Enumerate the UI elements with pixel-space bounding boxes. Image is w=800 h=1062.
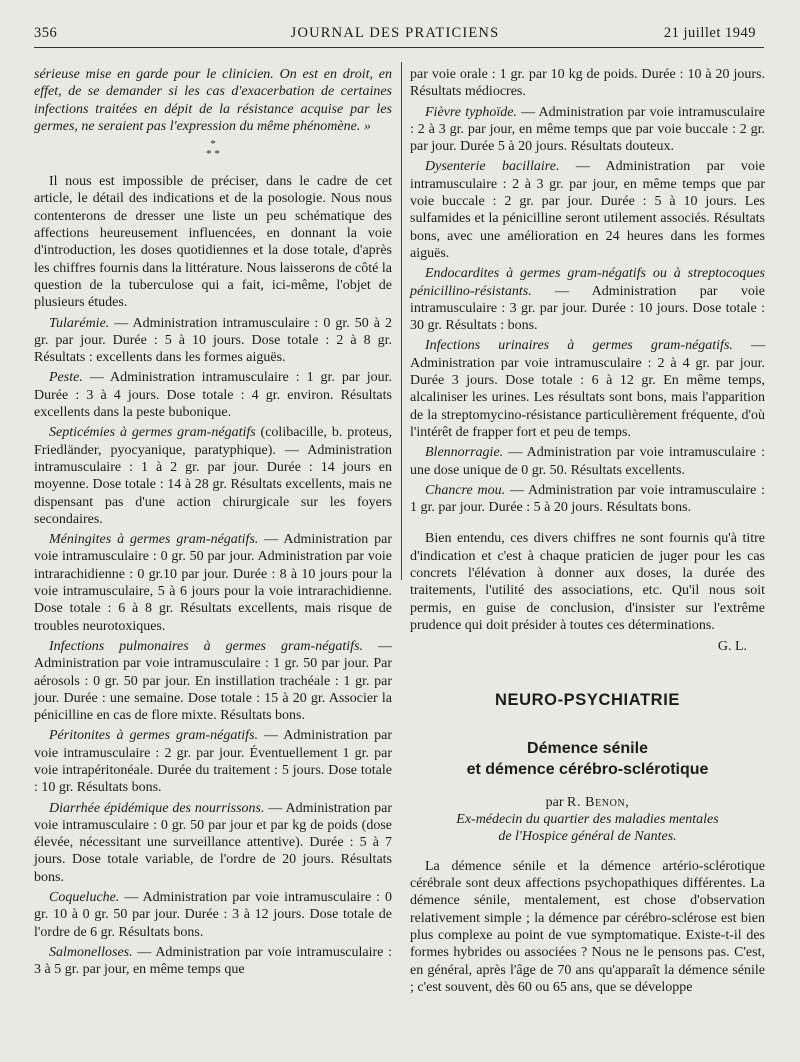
entry-title: Péritonites à germes gram-négatifs. — [49, 728, 259, 744]
entry-text: — Administration par voie intramusculaire : 3 à 5 gr. par jour, en même temps que — [34, 944, 392, 978]
entry-text: — Administration par voie intramusculaire : 1 gr. par jour. Durée : 5 à 20 jours. Résultats bons. — [410, 482, 765, 516]
intro-paragraph: Il nous est impossible de préciser, dans le cadre de cet article, le détail des indications et de la posologie. Nous nous contenterons de dresser une liste un peu schématique des affections heureusement influencées, en donnant la voie d'introduction, les doses quotidiennes et la dose totale, d'après les chiffres fournis dans la littérature. Nous laisserons de côté la question de la tuberculose qui a fait, ici-même, l'objet de plusieurs études. — [34, 174, 392, 311]
column-divider — [401, 62, 402, 580]
entry-text: — Administration par voie intramusculaire : 2 à 4 gr. par jour. Durée 3 jours. Dose totale : 6 à 12 gr. En même temps, alcaliniser les urines. Les résultats sont bons, mais l'apparition de la streptomycino-résistance particulièrement fréquente, d'où l'intérêt de frapper fort et peu de temps. — [410, 338, 766, 440]
entry-infections-urinaires — [410, 337, 765, 441]
article-title-line-2: et démence cérébro-sclérotique — [466, 760, 709, 778]
entry-text: — Administration par voie intramusculaire : 0 gr. 10 à 0 gr. 50 par jour. Durée : 3 à 12 jours. Dose totale de l'ordre de 6 gr. Résultats bons. — [34, 890, 392, 940]
entry-text: — Administration par voie intramusculaire : 1 gr. 50 par jour. Par aérosols : 0 gr. 50 par jour. En instillation trachéale : 1 gr. par jour. Durée : une semaine. Dose totale : 15 à 20 gr. Associer la pénicilline en cas de flore mixte. Résultats bons. — [34, 638, 392, 724]
entry-coqueluche — [34, 889, 392, 941]
quote-continuation: sérieuse mise en garde pour le clinicien. On est en droit, en effet, de se demander si les cas d'exacerbation de certaines infections traitées en dépit de la résistance acquise par les germes, ne seraient pas l'expression du même phénomène. » — [34, 67, 392, 134]
entry-text: — Administration intramusculaire : 1 gr. par jour. Durée : 3 à 4 jours. Dose totale : 4 gr. environ. Résultats excellents dans la peste bubonique. — [34, 370, 392, 421]
entry-text: — Administration par voie intramusculaire : 2 à 3 gr. par jour, en même temps que par voie buccale : 2 gr. par jour. Durée 5 à 20 jours. Résultats douteux. — [410, 104, 765, 155]
header-rule — [34, 47, 764, 48]
entry-title: Blennorragie. — [425, 445, 504, 461]
section-title: NEURO-PSYCHIATRIE — [495, 690, 680, 709]
entry-text: — Administration par voie intramusculaire : une dose unique de 0 gr. 50. Résultats excellents. — [410, 445, 765, 478]
entry-infections-pulmonaires — [34, 638, 392, 724]
entry-text: — Administration par voie intramusculaire : 0 gr. 50 par jour et par kg de poids (dose élevée, nécessitant une surveillance attentive). Durée : 5 à 7 jours. Dose totale variable, de l'ordre de 20 jours. Résultats bons. — [34, 800, 392, 885]
entry-title: Salmonelloses. — [49, 944, 133, 960]
entry-text: — Administration par voie intramusculaire : 3 gr. par jour. Durée : 10 jours. Dose totale : 30 gr. Résultats : bons. — [410, 283, 765, 334]
entry-peste — [34, 369, 392, 421]
entry-text: — Administration intramusculaire : 0 gr. 50 à 2 gr. par jour. Durée : 5 à 10 jours. Dose totale : 2 à 8 gr. Résultats : excellents dans les formes aiguës. — [34, 315, 392, 366]
byline — [410, 794, 765, 811]
right-column — [410, 66, 765, 996]
asterism-bottom: * * — [206, 148, 220, 161]
article-title — [410, 738, 765, 780]
author-name: R. Benon, — [567, 794, 630, 810]
entry-meningites — [34, 531, 392, 635]
running-header — [34, 25, 756, 45]
entry-title: Infections pulmonaires à germes gram-négatifs. — [49, 638, 364, 654]
entry-diarrhee — [34, 800, 392, 886]
entry-title: Septicémies à germes gram-négatifs — [49, 425, 256, 441]
page-number: 356 — [34, 25, 58, 41]
left-column — [34, 66, 392, 979]
journal-title: JOURNAL DES PRATICIENS — [290, 25, 500, 41]
entry-title: Chancre mou. — [425, 482, 506, 498]
article-title-line-1: Démence sénile — [527, 739, 648, 757]
entry-endocardites — [410, 265, 765, 334]
entry-title: Diarrhée épidémique des nourrissons. — [49, 800, 265, 816]
asterism-separator — [34, 139, 392, 169]
affiliation-line-2: de l'Hospice général de Nantes. — [498, 828, 677, 844]
issue-date: 21 juillet 1949 — [663, 25, 756, 41]
entry-septicemies — [34, 424, 392, 528]
salmonelloses-continuation: par voie orale : 1 gr. par 10 kg de poids. Durée : 10 à 20 jours. Résultats médiocres. — [410, 67, 765, 100]
entry-salmonelloses — [34, 944, 392, 979]
byline-prefix: par — [545, 794, 568, 810]
entry-peritonites — [34, 727, 392, 796]
entry-title: Infections urinaires à germes gram-négatifs. — [425, 338, 733, 354]
entry-title: Coqueluche. — [49, 890, 120, 906]
entry-text: — Administration par voie intramusculaire : 0 gr. 50 par jour. Administration par voie intrarachidienne : 0 gr.10 par jour. Durée : 8 à 10 jours pour la voie intramusculaire, 5 à 6 jours pour la voie intrarachidienne. Dose totale : 6 à 8 gr. Résultats excellents, mais risque de troubles neurotoxiques. — [34, 532, 392, 634]
entry-text: — Administration par voie intramusculaire : 2 à 3 gr. par jour, en même temps que par voie buccale : 2 gr. par jour. Durée : 5 à 10 jours. Les sulfamides et la pénicilline seront utilement associés. Résultats bons, avec une amélioration en 24 heures dans les formes aiguës. — [410, 159, 765, 261]
affiliation-line-1: Ex-médecin du quartier des maladies mentales — [456, 811, 719, 827]
author-affiliation — [410, 811, 765, 845]
entry-dysenterie — [410, 158, 765, 262]
closing-paragraph: Bien entendu, ces divers chiffres ne sont fournis qu'à titre d'indication et c'est à chaque praticien de juger pour les cas concrets l'élévation à donner aux doses, la durée des traitements, l'utilité des associations, etc. Qu'il nous soit permis, en guise de conclusion, d'insister sur l'extrême prudence qui doit présider à toutes ces déterminations. — [410, 531, 765, 633]
entry-blennorragie — [410, 444, 765, 479]
asterism-top: * — [210, 138, 216, 151]
entry-fievre-typhoide — [410, 104, 765, 156]
entry-title: Dysenterie bacillaire. — [425, 159, 560, 175]
entry-text: — Administration par voie intramusculaire : 2 gr. par jour. Éventuellement 1 gr. par voie intrapéritonéale. Durée du traitement : 5 jours. Dose totale : 10 gr. Résultats bons. — [34, 728, 392, 796]
entry-title: Tularémie. — [49, 315, 110, 331]
spacer — [410, 516, 765, 530]
entry-title: Méningites à germes gram-négatifs. — [49, 532, 259, 548]
entry-text: (colibacille, b. proteus, Friedländer, pyocyanique, paratyphique). — Administration intramusculaire : 1 à 2 gr. par jour. Durée : 14 jours en moyenne. Dose totale : 14 à 28 gr. Résultats excellents, mais ne dispensant pas d'une action chirurgicale sur les foyers secondaires. — [34, 425, 392, 527]
entry-title: Fièvre typhoïde. — [425, 104, 517, 120]
entry-chancre-mou — [410, 482, 765, 517]
article-intro-paragraph: La démence sénile et la démence artério-sclérotique cérébrale sont deux affections psychopathiques différentes. La démence sénile, mentalement, est chose d'observation relativement simple ; la démence par cérébro-sclérose est bien plus complexe au point de vue symptomatique. Existe-t-il des formes hybrides ou associées ? Nous ne le pensons pas. C'est, en général, après l'âge de 70 ans qu'apparaît la démence sénile ; c'est souvent, dès 60 ou 65 ans, que se développe — [410, 858, 765, 995]
entry-title: Endocardites à germes gram-négatifs ou à streptocoques pénicillino-résistants. — [410, 266, 765, 299]
entry-tularemie — [34, 315, 392, 367]
signature: G. L. — [717, 639, 747, 655]
entry-title: Peste. — [49, 370, 83, 386]
